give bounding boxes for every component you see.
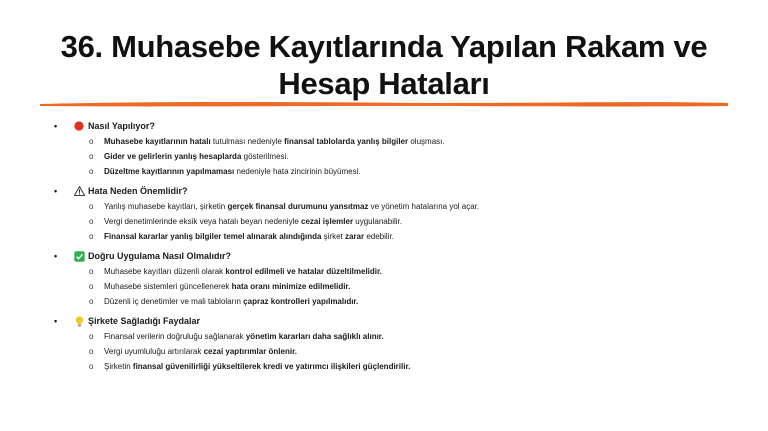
item-text [104, 362, 410, 371]
item-text [104, 217, 402, 226]
circle-bullet: o [89, 137, 94, 146]
circle-bullet: o [89, 232, 94, 241]
item-text-bold: yönetim kararları daha sağlıklı alınır. [245, 332, 384, 341]
circle-bullet: o [89, 267, 94, 276]
bullet-list [56, 118, 746, 378]
item-text-bold: zarar [344, 232, 365, 241]
item-text-run: Finansal verilerin doğruluğu sağlanarak [104, 332, 246, 341]
circle-bullet: o [89, 152, 94, 161]
bullet-dot: • [54, 186, 58, 196]
list-item [56, 149, 746, 164]
item-text-run: Şirketin [104, 362, 133, 371]
section-why [56, 183, 746, 244]
list-item [56, 329, 746, 344]
light-bulb-icon [72, 315, 86, 327]
item-text-run: tutulması nedeniyle [210, 137, 285, 146]
section-benefits [56, 313, 746, 374]
item-text-bold: Düzeltme kayıtlarının yapılmaması [104, 167, 235, 176]
item-text-run: Yanlış muhasebe kayıtları, şirketin [104, 202, 228, 211]
title-line-2: Hesap Hataları [278, 66, 490, 101]
section-heading-text: Hata Neden Önemlidir? [88, 186, 188, 196]
item-text-bold: cezai yaptırımlar önlenir. [203, 347, 297, 356]
item-text [104, 232, 394, 241]
bullet-dot: • [54, 121, 58, 131]
section-heading [56, 313, 746, 329]
check-mark-icon [72, 250, 86, 262]
bullet-dot: • [54, 316, 58, 326]
item-text [104, 332, 384, 341]
circle-bullet: o [89, 297, 94, 306]
section-how [56, 118, 746, 179]
list-item [56, 229, 746, 244]
item-text-run: ve yönetim hatalarına yol açar. [368, 202, 480, 211]
item-text-run: Vergi uyumluluğu artırılarak [104, 347, 204, 356]
circle-bullet: o [89, 332, 94, 341]
item-text-run: edebilir. [364, 232, 394, 241]
item-text-bold: cezai işlemler [301, 217, 354, 226]
list-item [56, 294, 746, 309]
warning-icon [72, 185, 86, 197]
list-item [56, 344, 746, 359]
item-text-run: Düzenli iç denetimler ve mali tabloların [104, 297, 244, 306]
circle-bullet: o [89, 202, 94, 211]
item-text-run: uygulanabilir. [353, 217, 402, 226]
item-text-run: gösterilmesi. [241, 152, 289, 161]
item-text-run: nedeniyle hata zincirinin büyümesi. [234, 167, 361, 176]
section-heading [56, 183, 746, 199]
item-text [104, 167, 361, 176]
item-text [104, 202, 479, 211]
item-text-bold: finansal tablolarda yanlış bilgiler [284, 137, 409, 146]
item-text-run: oluşması. [408, 137, 445, 146]
item-text [104, 152, 289, 161]
item-text-bold: hata oranı minimize edilmelidir. [231, 282, 351, 291]
item-text-bold: Muhasebe kayıtlarının hatalı [104, 137, 211, 146]
list-item [56, 264, 746, 279]
item-text [104, 137, 445, 146]
list-item [56, 134, 746, 149]
slide-title [20, 28, 748, 102]
item-text-bold: gerçek finansal durumunu yansıtmaz [227, 202, 369, 211]
list-item [56, 164, 746, 179]
item-text [104, 282, 350, 291]
item-text [104, 297, 358, 306]
item-text-bold: çapraz kontrolleri yapılmalıdır. [243, 297, 359, 306]
circle-bullet: o [89, 362, 94, 371]
section-heading-text: Şirkete Sağladığı Faydalar [88, 316, 201, 326]
section-heading-text: Nasıl Yapılıyor? [88, 121, 155, 131]
circle-bullet: o [89, 217, 94, 226]
red-circle-icon [72, 120, 86, 132]
title-underline-brush [38, 98, 730, 110]
item-text-run: Vergi denetimlerinde eksik veya hatalı beyan nedeniyle [104, 217, 302, 226]
item-text-bold: Finansal kararlar yanlış bilgiler temel alınarak alındığında [104, 232, 322, 241]
circle-bullet: o [89, 347, 94, 356]
item-text-run: Muhasebe sistemleri güncellenerek [104, 282, 232, 291]
list-item [56, 214, 746, 229]
list-item [56, 279, 746, 294]
item-text-bold: finansal güvenilirliği yükseltilerek kredi ve yatırımcı ilişkileri güçlendirilir. [132, 362, 411, 371]
item-text-bold: kontrol edilmeli ve hatalar düzeltilmelidir. [225, 267, 382, 276]
title-line-1: 36. Muhasebe Kayıtlarında Yapılan Rakam ve [60, 29, 708, 64]
circle-bullet: o [89, 167, 94, 176]
section-heading [56, 118, 746, 134]
list-item [56, 199, 746, 214]
item-text-run: şirket [321, 232, 345, 241]
item-text [104, 347, 297, 356]
section-heading [56, 248, 746, 264]
item-text [104, 267, 382, 276]
item-text-bold: Gider ve gelirlerin yanlış hesaplarda [104, 152, 242, 161]
section-correct [56, 248, 746, 309]
circle-bullet: o [89, 282, 94, 291]
section-heading-text: Doğru Uygulama Nasıl Olmalıdır? [88, 251, 232, 261]
bullet-dot: • [54, 251, 58, 261]
list-item [56, 359, 746, 374]
item-text-run: Muhasebe kayıtları düzenli olarak [104, 267, 226, 276]
